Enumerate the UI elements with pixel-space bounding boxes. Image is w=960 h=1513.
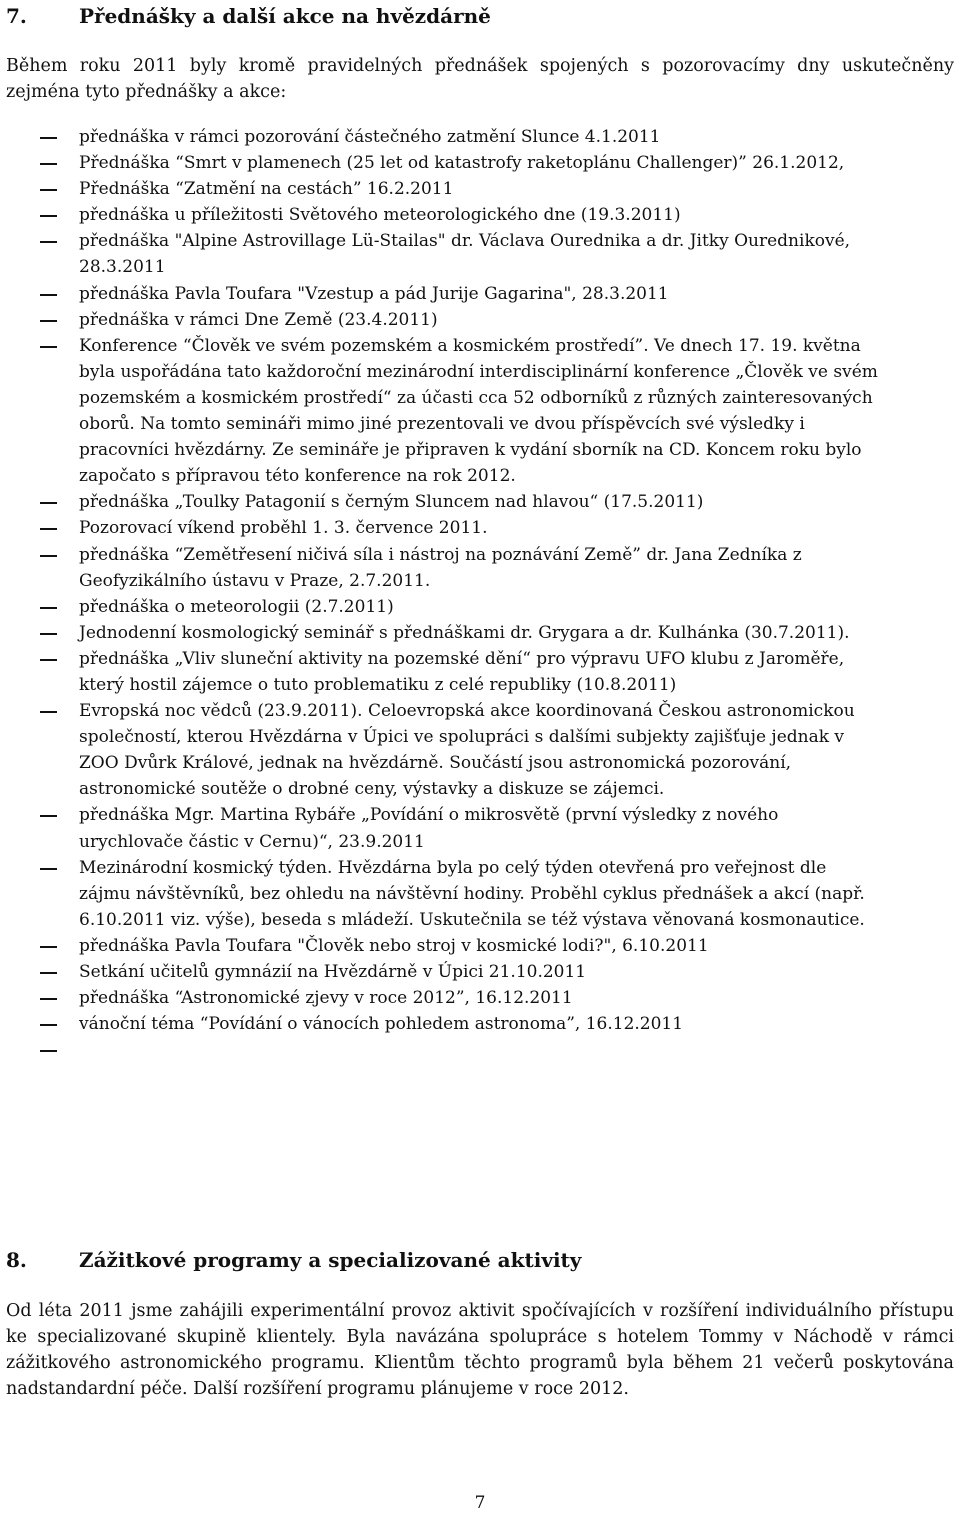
section-7-intro: Během roku 2011 byly kromě pravidelných přednášek spojených s pozorovacímy dny uskutečněny zejména tyto přednášky a akce: <box>6 56 954 102</box>
section-7-number: 7. <box>6 4 27 28</box>
list-item: přednáška "Alpine Astrovillage Lü-Stailas" dr. Václava Ourednika a dr. Jitky Ourednikové, 28.3.2011 <box>0 228 881 280</box>
dash-bullet-icon <box>40 711 57 713</box>
list-item: přednáška Pavla Toufara "Vzestup a pád Jurije Gagarina", 28.3.2011 <box>0 281 881 307</box>
dash-bullet-icon <box>40 868 57 870</box>
list-item: Jednodenní kosmologický seminář s přednáškami dr. Grygara a dr. Kulhánka (30.7.2011). <box>0 620 881 646</box>
list-item: Evropská noc vědců (23.9.2011). Celoevropská akce koordinovaná Českou astronomickou společností, kterou Hvězdárna v Úpici ve spolupráci s dalšími subjekty zajišťuje jednak v ZOO Dvůrk Králové, jednak na hvězdárně. Součástí jsou astronomická pozorování, astronomické soutěže o drobné ceny, výstavky a diskuze se zájemci. <box>0 698 881 802</box>
dash-bullet-icon <box>40 815 57 817</box>
list-item: přednáška Pavla Toufara "Člověk nebo stroj v kosmické lodi?", 6.10.2011 <box>0 933 881 959</box>
list-item: Mezinárodní kosmický týden. Hvězdárna byla po celý týden otevřená pro veřejnost dle zájmu návštěvníků, bez ohledu na návštěvní hodiny. Proběhl cyklus přednášek a akcí (např. 6.10.2011 viz. výše), beseda s mládeží. Uskutečnila se též výstava věnovaná kosmonautice. <box>0 855 881 933</box>
section-8-heading <box>6 1247 581 1273</box>
dash-bullet-icon <box>40 320 57 322</box>
dash-bullet-icon <box>40 241 57 243</box>
dash-bullet-icon <box>40 294 57 296</box>
dash-bullet-icon <box>40 607 57 609</box>
dash-bullet-icon <box>40 972 57 974</box>
dash-bullet-icon <box>40 1024 57 1026</box>
dash-bullet-icon <box>40 137 57 139</box>
list-item: přednáška Mgr. Martina Rybáře „Povídání o mikrosvětě (první výsledky z nového urychlovače částic v Cernu)“, 23.9.2011 <box>0 802 881 854</box>
list-item: přednáška v rámci Dne Země (23.4.2011) <box>0 307 881 333</box>
dash-bullet-icon <box>40 163 57 165</box>
dash-bullet-icon <box>40 189 57 191</box>
events-list <box>0 124 960 1037</box>
list-item: Přednáška “Smrt v plamenech (25 let od katastrofy raketoplánu Challenger)” 26.1.2012, <box>0 150 881 176</box>
list-item: Setkání učitelů gymnázií na Hvězdárně v Úpici 21.10.2011 <box>0 959 881 985</box>
dash-bullet-icon <box>40 659 57 661</box>
list-item: Konference “Člověk ve svém pozemském a kosmickém prostředí”. Ve dnech 17. 19. května byla uspořádána tato každoroční mezinárodní interdisciplinární konference „Člověk ve svém pozemském a kosmickém prostředí“ za účasti cca 52 odborníků z různých zainteresovaných oborů. Na tomto semináři mimo jiné prezentovali ve dvou příspěvcích své výsledky i pracovníci hvězdárny. Ze semináře je připraven k vydání sborník na CD. Koncem roku bylo započato s přípravou této konference na rok 2012. <box>0 333 881 490</box>
section-8-body: Od léta 2011 jsme zahájili experimentální provoz aktivit spočívajících v rozšíření individuálního přístupu ke specializované skupině klientely. Byla navázána spolupráce s hotelem Tommy v Náchodě v rámci zážitkového astronomického programu. Klientům těchto programů byla během 21 večerů poskytována nadstandardní péče. Další rozšíření programu plánujeme v roce 2012. <box>6 1301 954 1399</box>
section-7-heading <box>6 3 491 29</box>
section-8-title: Zážitkové programy a specializované aktivity <box>79 1248 582 1272</box>
list-item: přednáška “Astronomické zjevy v roce 2012”, 16.12.2011 <box>0 985 881 1011</box>
dash-bullet-icon <box>40 502 57 504</box>
page-number: 7 <box>474 1493 486 1513</box>
list-item: přednáška u příležitosti Světového meteorologického dne (19.3.2011) <box>0 202 881 228</box>
list-item: přednáška „Toulky Patagonií s černým Sluncem nad hlavou“ (17.5.2011) <box>0 489 881 515</box>
list-item: přednáška o meteorologii (2.7.2011) <box>0 594 881 620</box>
dash-bullet-icon <box>40 346 57 348</box>
dash-bullet-icon <box>40 633 57 635</box>
list-item: vánoční téma “Povídání o vánocích pohledem astronoma”, 16.12.2011 <box>0 1011 881 1037</box>
dash-bullet-icon <box>40 1050 57 1052</box>
dash-bullet-icon <box>40 946 57 948</box>
dash-bullet-icon <box>40 555 57 557</box>
list-item: Pozorovací víkend proběhl 1. 3. července 2011. <box>0 515 881 541</box>
list-item: přednáška v rámci pozorování částečného zatmění Slunce 4.1.2011 <box>0 124 881 150</box>
section-7-title: Přednášky a další akce na hvězdárně <box>79 4 491 28</box>
section-8-number: 8. <box>6 1248 27 1272</box>
list-item: přednáška „Vliv sluneční aktivity na pozemské dění“ pro výpravu UFO klubu z Jaroměře, který hostil zájemce o tuto problematiku z celé republiky (10.8.2011) <box>0 646 881 698</box>
dash-bullet-icon <box>40 215 57 217</box>
list-item: přednáška “Zemětřesení ničivá síla i nástroj na poznávání Země” dr. Jana Zedníka z Geofyzikálního ústavu v Praze, 2.7.2011. <box>0 542 881 594</box>
list-item: Přednáška “Zatmění na cestách” 16.2.2011 <box>0 176 881 202</box>
dash-bullet-icon <box>40 998 57 1000</box>
dash-bullet-icon <box>40 528 57 530</box>
